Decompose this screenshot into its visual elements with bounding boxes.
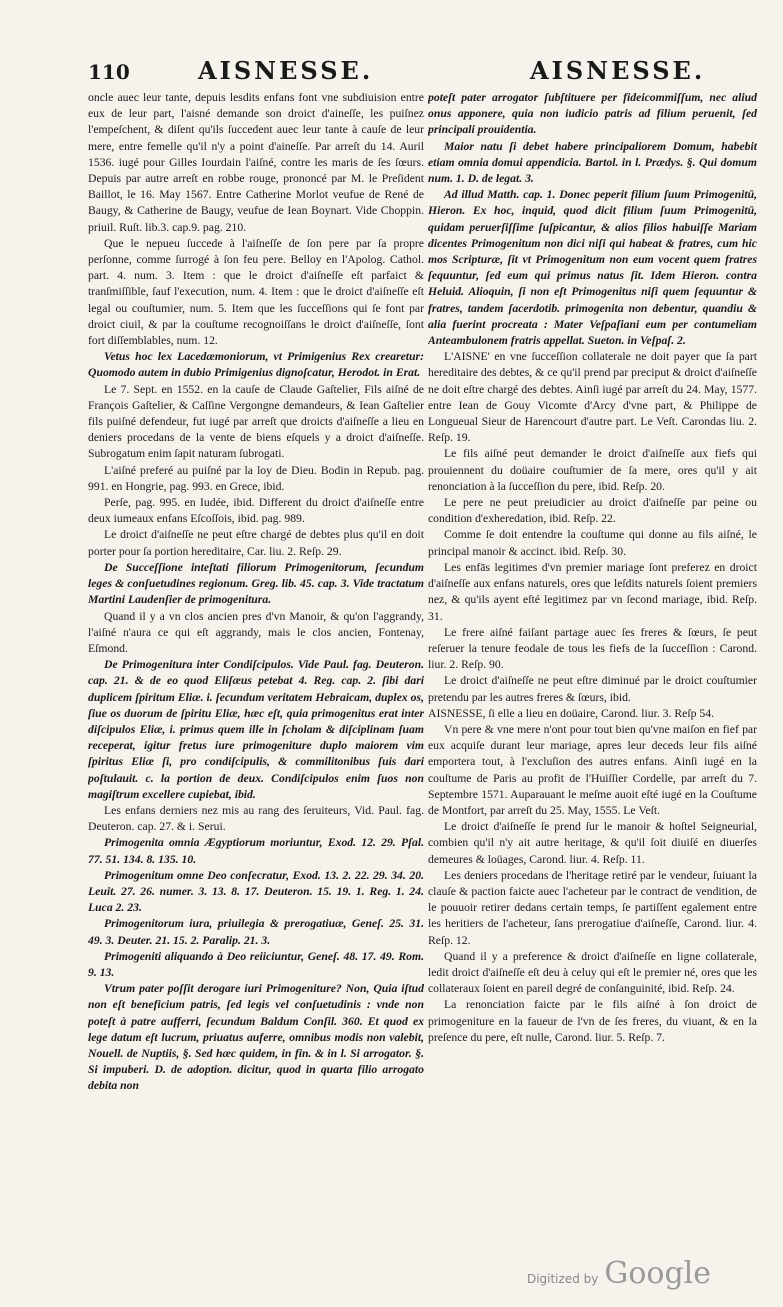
paragraph: Le droict d'aiſneſſe ſe prend ſur le manoir & hoſtel Seigneurial, combien qu'il n'y ait autre heritage, & qu'il ſoit diuiſé en diuerſes demeures & loüages, Carond. liur. 4. Reſp. 11. xyxy=(428,820,757,866)
digitized-watermark xyxy=(527,1256,711,1291)
paragraph: Le frere aiſné faiſant partage auec ſes freres & ſœurs, ſe peut reſeruer la tenure feodale de tous les fiefs de la ſucceſſion : Carond. liur. 2. Reſp. 90. xyxy=(428,625,757,672)
paragraph: Le droict d'aiſneſſe ne peut eſtre chargé de debtes plus qu'il en doit porter pour ſa portion hereditaire, Car. liu. 2. Reſp. 29. xyxy=(88,528,424,558)
paragraph: Le fils aiſné peut demander le droict d'aiſneſſe aux fiefs qui prouiennent du doüaire couſtumier de ſa mere, ores qu'il y ait renonciation à la ſucceſſion du pere, ibid. Reſp. 20. xyxy=(428,447,757,493)
paragraph: Le 7. Sept. en 1552. en la cauſe de Claude Gaſtelier, Fils aiſné de François Gaſtelier, & Caſſine Vergongne demandeurs, & Iean Gaſtelier fils puiſné defendeur, fut iugé par arreſt que droicts d'aiſneſſe a lieu en deniers procedans de la vente de biens eſquels y a droict d'aiſneſſe. Subrogatum enim ſapit naturam ſubrogati. xyxy=(88,382,424,461)
paragraph: Les enfās legitimes d'vn premier mariage ſont preferez en droict d'aiſneſſe aux enfans naturels, ores que leſdits naturels ſoient premiers nez, & qu'ils ayent eſté legitimez par vn ſecond mariage, ibid. Reſp. 31. xyxy=(428,560,757,623)
paragraph: AISNESSE, ſi elle a lieu en doüaire, Carond. liur. 3. Reſp 54. xyxy=(428,706,714,720)
running-head-left: AISNESSE. xyxy=(198,56,374,85)
paragraph: Le droict d'aiſneſſe ne peut eſtre diminué par le droict couſtumier pretendu par les autres freres & ſœurs, ibid. xyxy=(428,674,757,704)
paragraph: Quand il y a vn clos ancien pres d'vn Manoir, & qu'on l'aggrandy, l'aiſné n'aura ce qui eſt aggrandy, mais le clos ancien, Fontenay, Eſmond. xyxy=(88,609,424,655)
paragraph: Comme ſe doit entendre la couſtume qui donne au fils aiſné, le principal manoir & accinct. ibid. Reſp. 30. xyxy=(428,528,757,558)
paragraph: Primogenita omnia Ægyptiorum moriuntur, Exod. 12. 29. Pſal. 77. 51. 134. 8. 135. 10. xyxy=(88,836,424,866)
paragraph: oncle auec leur tante, depuis lesdits enfans font vne subdiuision entre eux de leur part, l'aisné demande son droict d'aineſſe, les puiſnez l'empeſchent, & diſent qu'ils ſuccedent auec leur tante à cauſe de leur mere, entre femelle qu'il n'y a point d'aineſſe. Par arreſt du 14. Auril 1536. iugé pour Gilles Iourdain l'aiſné, contre les maris de ſes ſœurs. Depuis par autre arreſt en robbe rouge, prononcé par M. le Preſident Baillot, le 16. May 1567. Entre Catherine Morlot veufue de René de Baugy, & Catherine de Baugy, veufue de Iean Boynart. Vide Choppin. priuil. Ruſt. lib.3. cap.9. pag. 210. xyxy=(88,91,424,234)
paragraph: Perſe, pag. 995. en Iudée, ibid. Different du droict d'aiſneſſe entre deux iumeaux enfans Eſcoſſois, ibid. pag. 989. xyxy=(88,496,424,526)
page-header xyxy=(88,54,757,90)
paragraph: Les enfans derniers nez mis au rang des ſeruiteurs, Vid. Paul. fag. Deuteron. cap. 27. & i. Serui. xyxy=(88,803,424,834)
paragraph: Maior natu ſi debet habere principaliorem Domum, habebit etiam omnia domui appendicia. Bartol. in l. Prædys. §. Qui domum num. 1. D. de legat. 3. xyxy=(428,139,757,186)
paragraph: poteſt pater arrogator ſubſtituere per fideicommiſſum, nec aliud onus apponere, quia non iudicio patris ad filium peruenit, ſed principali prouidentia. xyxy=(428,91,757,137)
paragraph: De Primogenitura inter Condiſcipulos. Vide Paul. fag. Deuteron. cap. 21. & de eo quod Eliſæus petebat 4. Reg. cap. 2. ſibi dari duplicem ſpiritum Eliæ. i. ſecundum veritatem Hebraicam, duplex os, ſiue os duorum de ſpiritu Eliæ, hæc eſt, quia primogenitus erat inter diſcipulos Eliæ, i. primus quem ille in ſcholam & diſciplinam ſuam receperat, igitur fretus iure primogeniture duplo maiorem vim ſpiritus Eliæ ſi, pro condiſcipulis, & commilitonibus ſuis dari poſtulauit. c. la portion de deux. Condiſcipulos enim ſuos non magiſtrum excellere cupiebat, ibid. xyxy=(88,658,424,801)
paragraph: La renonciation faicte par le fils aiſné à ſon droict de primogeniture en la faueur de l'vn de ſes freres, du viuant, & en la preſence du pere, eſt nulle, Carond. liur. 5. Reſp. 7. xyxy=(428,998,757,1044)
right-column xyxy=(428,90,757,1197)
left-column xyxy=(88,90,424,1197)
paragraph: Quand il y a preference & droict d'aiſneſſe en ligne collaterale, ledit droict d'aiſneſſe eſt deu à celuy qui eſt le premier né, ores que les collateraux ſoient en pareil degré de conſanguinité, ibid. Reſp. 24. xyxy=(428,949,757,996)
paragraph: Primogenitum omne Deo conſecratur, Exod. 13. 2. 22. 29. 34. 20. Leuit. 27. 26. numer. 3. 13. 8. 17. Deuteron. 15. 19. 1. Reg. 1. 24. Luca 2. 23. xyxy=(88,868,424,915)
running-head-right: AISNESSE. xyxy=(530,56,706,85)
paragraph: De Succeſſione inteſtati filiorum Primogenitorum, ſecundum leges & conſuetudines regionum. Greg. lib. 45. cap. 3. Vide tractatum Martini Laudenſier de primogenitura. xyxy=(88,560,424,607)
google-logo: Google xyxy=(604,1256,711,1291)
paragraph: Primogenitorum iura, priuilegia & prerogatiuæ, Geneſ. 25. 31. 49. 3. Deuter. 21. 15. 2. Paralip. 21. 3. xyxy=(88,917,424,947)
paragraph: Primogeniti aliquando à Deo reiiciuntur, Geneſ. 48. 17. 49. Rom. 9. 13. xyxy=(88,949,424,979)
paragraph: L'AISNE' en vne ſucceſſion collaterale ne doit payer que ſa part hereditaire des debtes, & ce qu'il prend par preciput & droict d'aiſneſſe ne doit eſtre chargé des debtes. Ainſi iugé par arreſt du 24. May, 1577. entre Iean de Gouy Vicomte d'Arcy d'vne part, & Philippe de Longueual Sieur de Harencourt d'autre part. Le Veſt. Carondas liu. 2. Reſp. 19. xyxy=(428,350,757,445)
paragraph: Vtrum pater poſſit derogare iuri Primogeniture? Non, Quia iſtud non eſt beneficium patris, ſed legis vel conſuetudinis : vnde non poteſt à patre aufferri, ſecundum Baldum Conſil. 360. Et quod ex lege datum eſt lucrum, priuatus auferre, omnibus modis non valebit, Nouell. de Nuptiis, §. Sed hæc quidem, in fin. & in l. Si arrogator. §. Si impuberi. D. de adoption. dicitur, quod in quarta filio arrogato debita non xyxy=(88,982,424,1093)
paragraph: Le pere ne peut preiudicier au droict d'aiſneſſe par peine ou condition d'exheredation, ibid. Reſp. 22. xyxy=(428,496,757,526)
digitized-label: Digitized by xyxy=(526,1272,599,1286)
paragraph: Les deniers procedans de l'heritage retiré par le vendeur, ſuiuant la clauſe & paction faicte auec l'acheteur par le contract de vendition, de le pouuoir retirer dedans certain temps, ſe partiſſent egalement entre les heritiers de l'acheteur, ſans prerogatiue d'aiſneſſe, Carond. liur. 4. Reſp. 12. xyxy=(428,868,757,947)
paragraph: Ad illud Matth. cap. 1. Donec peperit filium ſuum Primogenitū, Hieron. Ex hoc, inquid, quod dicit filium ſuum Primogenitū, quidam peruerſiſſime ſuſpicantur, & alios filios habuiſſe Mariam dicentes Primogenitum non dici niſi qui habeat & fratres, cum hic mos Scripturæ, ſit vt Primogenitum non eum vocent quem fratres ſequuntur, ſed eum qui primus natus ſit. Idem Hieron. contra Heluid. Alioquin, ſi non eſt Primogenitus niſi quem ſequuntur & fratres, tandem ſacerdotib. primogenita non debentur, quandiu & alia fuerint procreata : Mater Veſpaſiani eum per contumeliam Anteambulonem fratris appellat. Sueton. in Veſpaſ. 2. xyxy=(428,188,757,348)
paragraph: Vn pere & vne mere n'ont pour tout bien qu'vne maiſon en fief par eux acquiſe durant leur mariage, apres leur deceds leur fils aiſné emportera tout, à l'excluſion des autres enfans. Ainſi iugé en la couſtume de Paris au profit de l'Huiſſier Cordelle, par arreſt du 7. Septembre 1571. Auparauant le meſme auoit eſté iugé en la Couſtume de Montfort, par arreſt du 25. May, 1555. Le Veſt. xyxy=(428,722,757,817)
paragraph: Vetus hoc lex Lacedæmoniorum, vt Primigenius Rex crearetur: Quomodo autem in dubio Primigenius dignoſcatur, Herodot. in Erat. xyxy=(88,350,424,380)
paragraph: L'aiſné preferé au puiſné par la loy de Dieu. Bodin in Repub. pag. 991. en Hongrie, pag. 993. en Grece, ibid. xyxy=(88,463,424,493)
page-number: 110 xyxy=(88,60,130,84)
paragraph: Que le nepueu ſuccede à l'aiſneſſe de ſon pere par ſa propre perſonne, comme ſurrogé à ſon feu pere. Belloy en l'Apolog. Cathol. part. 4. num. 3. Item : que le droict d'aiſneſſe eſt parfaict & tranſmiſſible, ſauf l'execution, num. 4. Item : que le droict d'aiſneſſe eſt legal ou couſtumier, num. 5. Item que les ſucceſſions qui ſe font par droict ciuil, & par la couſtume recognoiſſans le droict d'aiſneſſe, ſont fort diſſemblables, num. 12. xyxy=(88,236,424,348)
